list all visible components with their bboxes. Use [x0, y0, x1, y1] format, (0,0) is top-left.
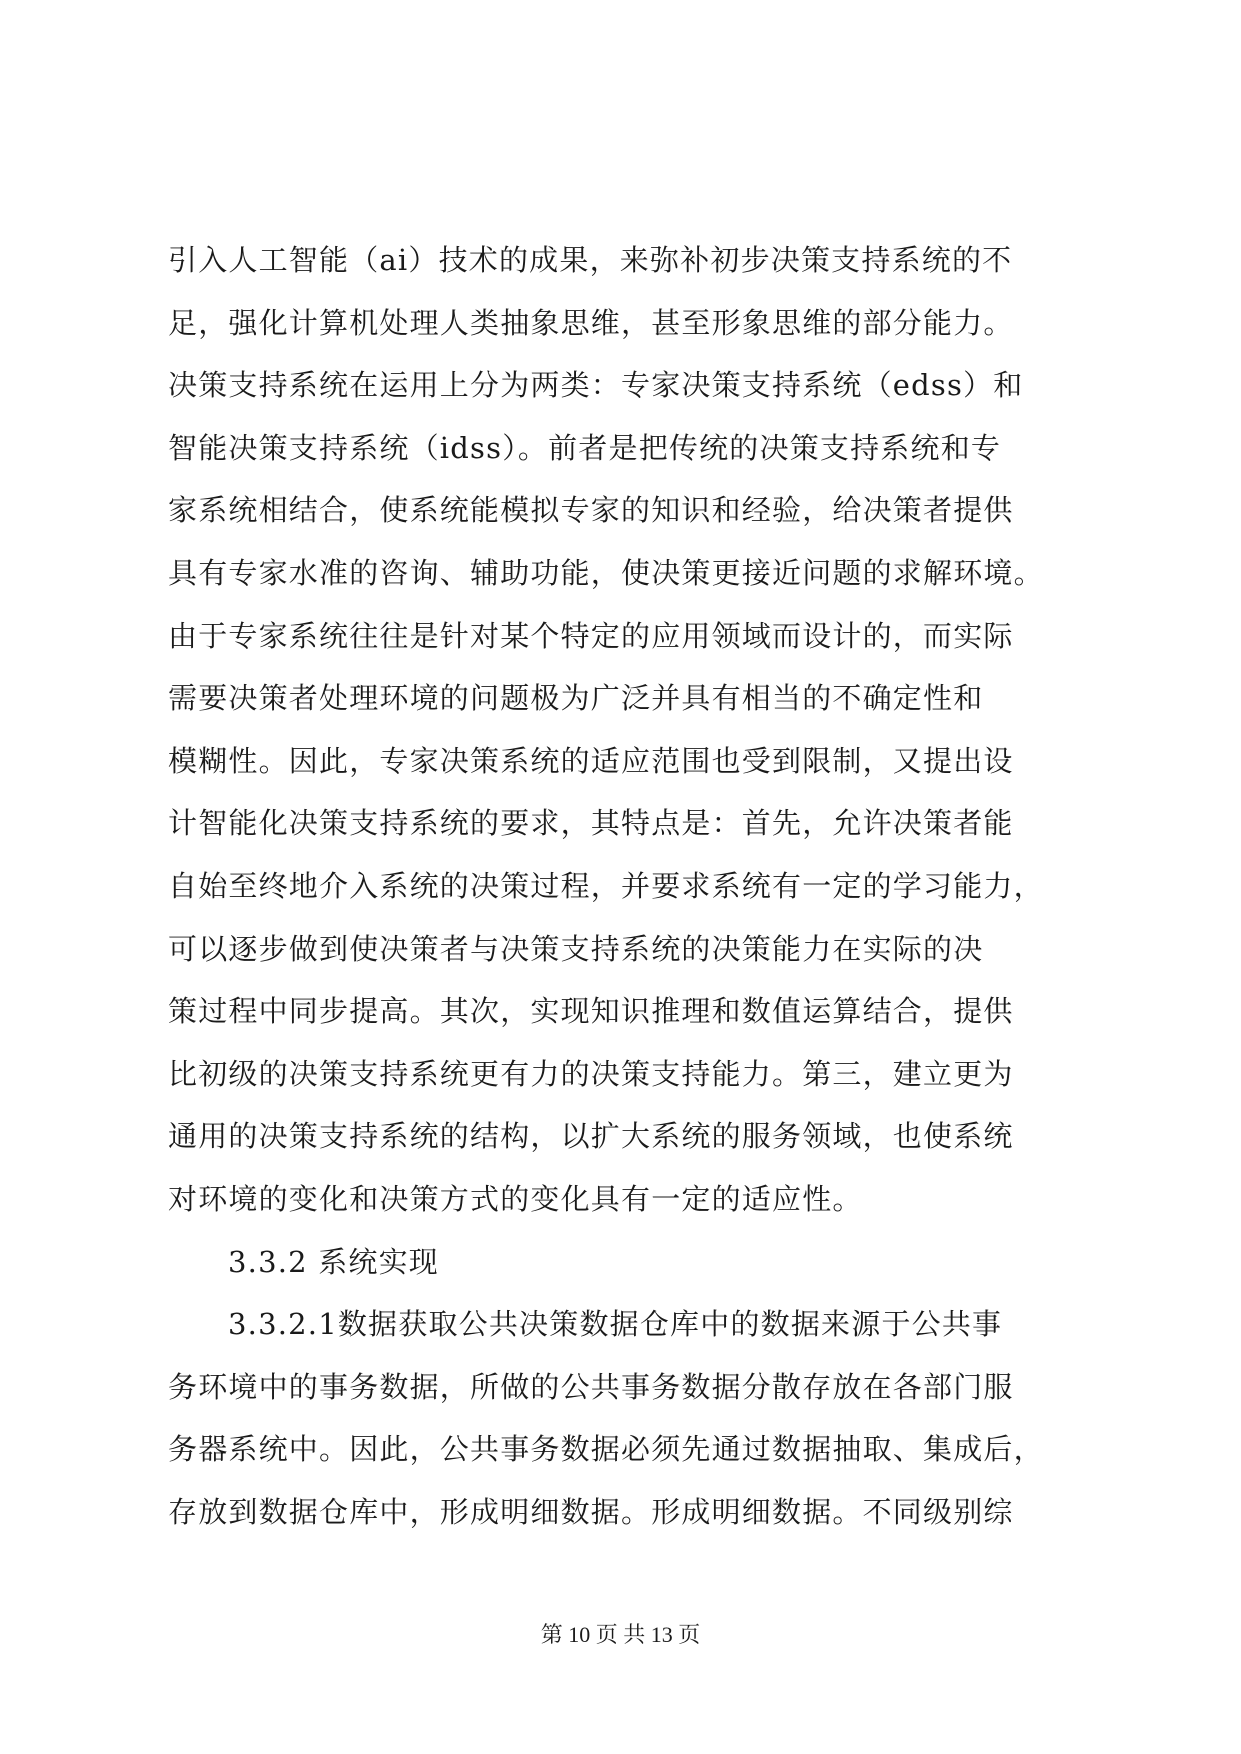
text-line: 智能决策支持系统（idss）。前者是把传统的决策支持系统和专 [168, 430, 1002, 465]
text-line: 比初级的决策支持系统更有力的决策支持能力。第三，建立更为 [168, 1056, 1014, 1091]
text-line: 自始至终地介入系统的决策过程，并要求系统有一定的学习能力， [168, 868, 1044, 903]
text-line: 策过程中同步提高。其次，实现知识推理和数值运算结合，提供 [168, 994, 1014, 1029]
text-line: 家系统相结合，使系统能模拟专家的知识和经验，给决策者提供 [168, 493, 1014, 528]
text-line: 3.3.2.1数据获取公共决策数据仓库中的数据来源于公共事 [228, 1307, 1003, 1342]
text-line: 对环境的变化和决策方式的变化具有一定的适应性。 [168, 1181, 863, 1216]
text-line: 决策支持系统在运用上分为两类：专家决策支持系统（edss）和 [168, 368, 1024, 403]
page-number-footer: 第 10 页 共 13 页 [540, 1622, 701, 1647]
text-line: 引入人工智能（ai）技术的成果，来弥补初步决策支持系统的不 [168, 243, 1013, 277]
text-line: 由于专家系统往往是针对某个特定的应用领域而设计的，而实际 [168, 618, 1014, 653]
text-line: 务环境中的事务数据，所做的公共事务数据分散存放在各部门服 [168, 1369, 1014, 1404]
text-line: 计智能化决策支持系统的要求，其特点是：首先，允许决策者能 [168, 806, 1014, 841]
text-line: 足，强化计算机处理人类抽象思维，甚至形象思维的部分能力。 [168, 305, 1014, 340]
text-line: 需要决策者处理环境的问题极为广泛并具有相当的不确定性和 [168, 681, 984, 716]
text-line: 具有专家水准的咨询、辅助功能，使决策更接近问题的求解环境。 [168, 555, 1044, 590]
text-line: 务器系统中。因此，公共事务数据必须先通过数据抽取、集成后， [168, 1432, 1044, 1467]
text-line: 模糊性。因此，专家决策系统的适应范围也受到限制，又提出设 [168, 743, 1014, 778]
body-text [168, 229, 1088, 1543]
section-heading: 3.3.2 系统实现 [228, 1244, 440, 1279]
text-line: 存放到数据仓库中，形成明细数据。形成明细数据。不同级别综 [168, 1494, 1014, 1529]
text-line: 通用的决策支持系统的结构，以扩大系统的服务领域，也使系统 [168, 1119, 1014, 1154]
text-line: 可以逐步做到使决策者与决策支持系统的决策能力在实际的决 [168, 931, 984, 966]
